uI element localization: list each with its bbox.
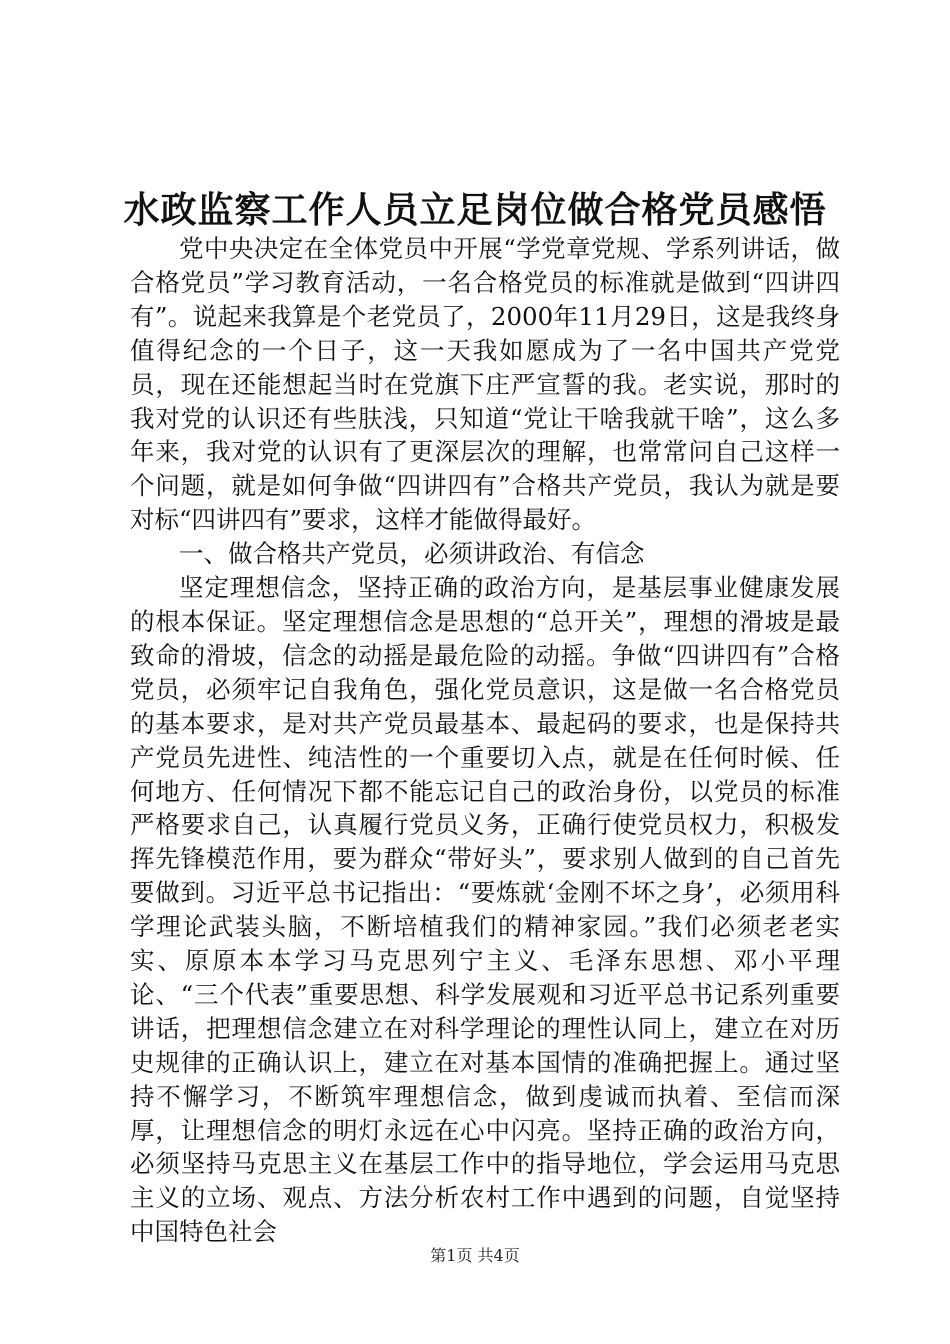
section-heading-1: 一、做合格共产党员，必须讲政治、有信念 bbox=[179, 539, 645, 569]
document-title: 水政监察工作人员立足岗位做合格党员感悟 bbox=[123, 189, 827, 231]
page-number-footer: 第1页 共4页 bbox=[430, 1246, 520, 1265]
paragraph-intro: 党中央决定在全体党员中开展“学党章党规、学系列讲话，做合格党员”学习教育活动，一名合格党员的标准就是做到“四讲四有”。说起来我算是个老党员了，2000年11月29日，这是我终身值得纪念的一个日子，这一天我如愿成为了一名中国共产党党员，现在还能想起当时在党旗下庄严宣誓的我。老实说，那时的我对党的认识还有些肤浅，只知道“党让干啥我就干啥”，这么多年来，我对党的认识有了更深层次的理解，也常常问自己这样一个问题，就是如何争做“四讲四有”合格共产党员，我认为就是要对标“四讲四有”要求，这样才能做得最好。 bbox=[130, 234, 840, 535]
paragraph-section-1: 坚定理想信念，坚持正确的政治方向，是基层事业健康发展的根本保证。坚定理想信念是思想的“总开关”，理想的滑坡是最致命的滑坡，信念的动摇是最危险的动摇。争做“四讲四有”合格党员，必须牢记自我角色，强化党员意识，这是做一名合格党员的基本要求，是对共产党员最基本、最起码的要求，也是保持共产党员先进性、纯洁性的一个重要切入点，就是在任何时候、任何地方、任何情况下都不能忘记自己的政治身份，以党员的标准严格要求自己，认真履行党员义务，正确行使党员权力，积极发挥先锋模范作用，要为群众“带好头”，要求别人做到的自己首先要做到。习近平总书记指出：“要炼就‘金刚不坏之身’，必须用科学理论武装头脑，不断培植我们的精神家园。”我们必须老老实实、原原本本学习马克思列宁主义、毛泽东思想、邓小平理论、“三个代表”重要思想、科学发展观和习近平总书记系列重要讲话，把理想信念建立在对科学理论的理性认同上，建立在对历史规律的正确认识上，建立在对基本国情的准确把握上。通过坚持不懈学习，不断筑牢理想信念，做到虔诚而执着、至信而深厚，让理想信念的明灯永远在心中闪亮。坚持正确的政治方向，必须坚持马克思主义在基层工作中的指导地位，学会运用马克思主义的立场、观点、方法分析农村工作中遇到的问题，自觉坚持中国特色社会 bbox=[130, 573, 840, 1247]
document-body bbox=[130, 232, 840, 1249]
